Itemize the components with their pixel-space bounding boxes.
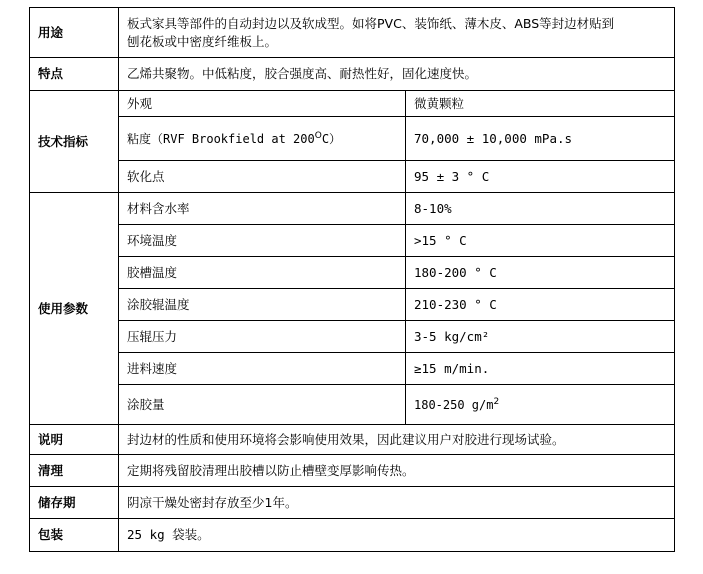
viscosity-label-sup: O: [314, 130, 322, 141]
param-name: 环境温度: [119, 225, 406, 257]
packaging-text: 25 kg 袋装。: [119, 519, 675, 552]
params-label: 使用参数: [30, 193, 119, 425]
usage-label: 用途: [30, 8, 119, 58]
params-row: [30, 385, 675, 425]
cleaning-text: 定期将残留胶清理出胶槽以防止槽壁变厚影响传热。: [119, 455, 675, 487]
usage-row: [30, 8, 675, 58]
cleaning-label: 清理: [30, 455, 119, 487]
tech-item-name: 外观: [119, 91, 406, 117]
storage-row: [30, 487, 675, 519]
coat-amount-sup: 2: [493, 396, 500, 407]
params-row: [30, 193, 675, 225]
features-text: 乙烯共聚物。中低粘度，胶合强度高、耐热性好，固化速度快。: [119, 58, 675, 91]
usage-text-line2: 刨花板或中密度纤维板上。: [127, 33, 278, 49]
tech-item-name: [119, 117, 406, 161]
tech-row: [30, 91, 675, 117]
params-row: [30, 289, 675, 321]
tech-label: 技术指标: [30, 91, 119, 193]
param-value: 3-5 kg/cm²: [406, 321, 675, 353]
notes-text: 封边材的性质和使用环境将会影响使用效果，因此建议用户对胶进行现场试验。: [119, 425, 675, 455]
param-name: 进料速度: [119, 353, 406, 385]
params-row: [30, 257, 675, 289]
storage-text: 阴凉干燥处密封存放至少1年。: [119, 487, 675, 519]
params-row: [30, 353, 675, 385]
param-name: 压辊压力: [119, 321, 406, 353]
coat-amount-value: 180-250 g/m: [414, 397, 494, 412]
usage-text: [119, 8, 675, 58]
tech-row: [30, 161, 675, 193]
notes-label: 说明: [30, 425, 119, 455]
tech-item-value: 70,000 ± 10,000 mPa.s: [406, 117, 675, 161]
features-row: [30, 58, 675, 91]
packaging-label: 包装: [30, 519, 119, 552]
features-label: 特点: [30, 58, 119, 91]
cleaning-row: [30, 455, 675, 487]
storage-label: 储存期: [30, 487, 119, 519]
tech-item-value: 微黄颗粒: [406, 91, 675, 117]
param-value: >15 ° C: [406, 225, 675, 257]
notes-row: [30, 425, 675, 455]
packaging-row: [30, 519, 675, 552]
params-row: [30, 225, 675, 257]
params-row: [30, 321, 675, 353]
viscosity-label-pre: 粘度（RVF Brookfield at 200: [127, 131, 315, 146]
param-name: 胶槽温度: [119, 257, 406, 289]
viscosity-label-post: C）: [321, 131, 342, 146]
param-value: ≥15 m/min.: [406, 353, 675, 385]
tech-item-name: 软化点: [119, 161, 406, 193]
param-value: [406, 385, 675, 425]
param-name: 涂胶量: [119, 385, 406, 425]
param-name: 材料含水率: [119, 193, 406, 225]
tech-item-value: 95 ± 3 ° C: [406, 161, 675, 193]
tech-row: [30, 117, 675, 161]
param-value: 8-10%: [406, 193, 675, 225]
param-value: 210-230 ° C: [406, 289, 675, 321]
usage-text-line1: 板式家具等部件的自动封边以及软成型。如将PVC、装饰纸、薄木皮、ABS等封边材贴到: [127, 15, 615, 31]
spec-table: [29, 7, 675, 552]
param-value: 180-200 ° C: [406, 257, 675, 289]
param-name: 涂胶辊温度: [119, 289, 406, 321]
